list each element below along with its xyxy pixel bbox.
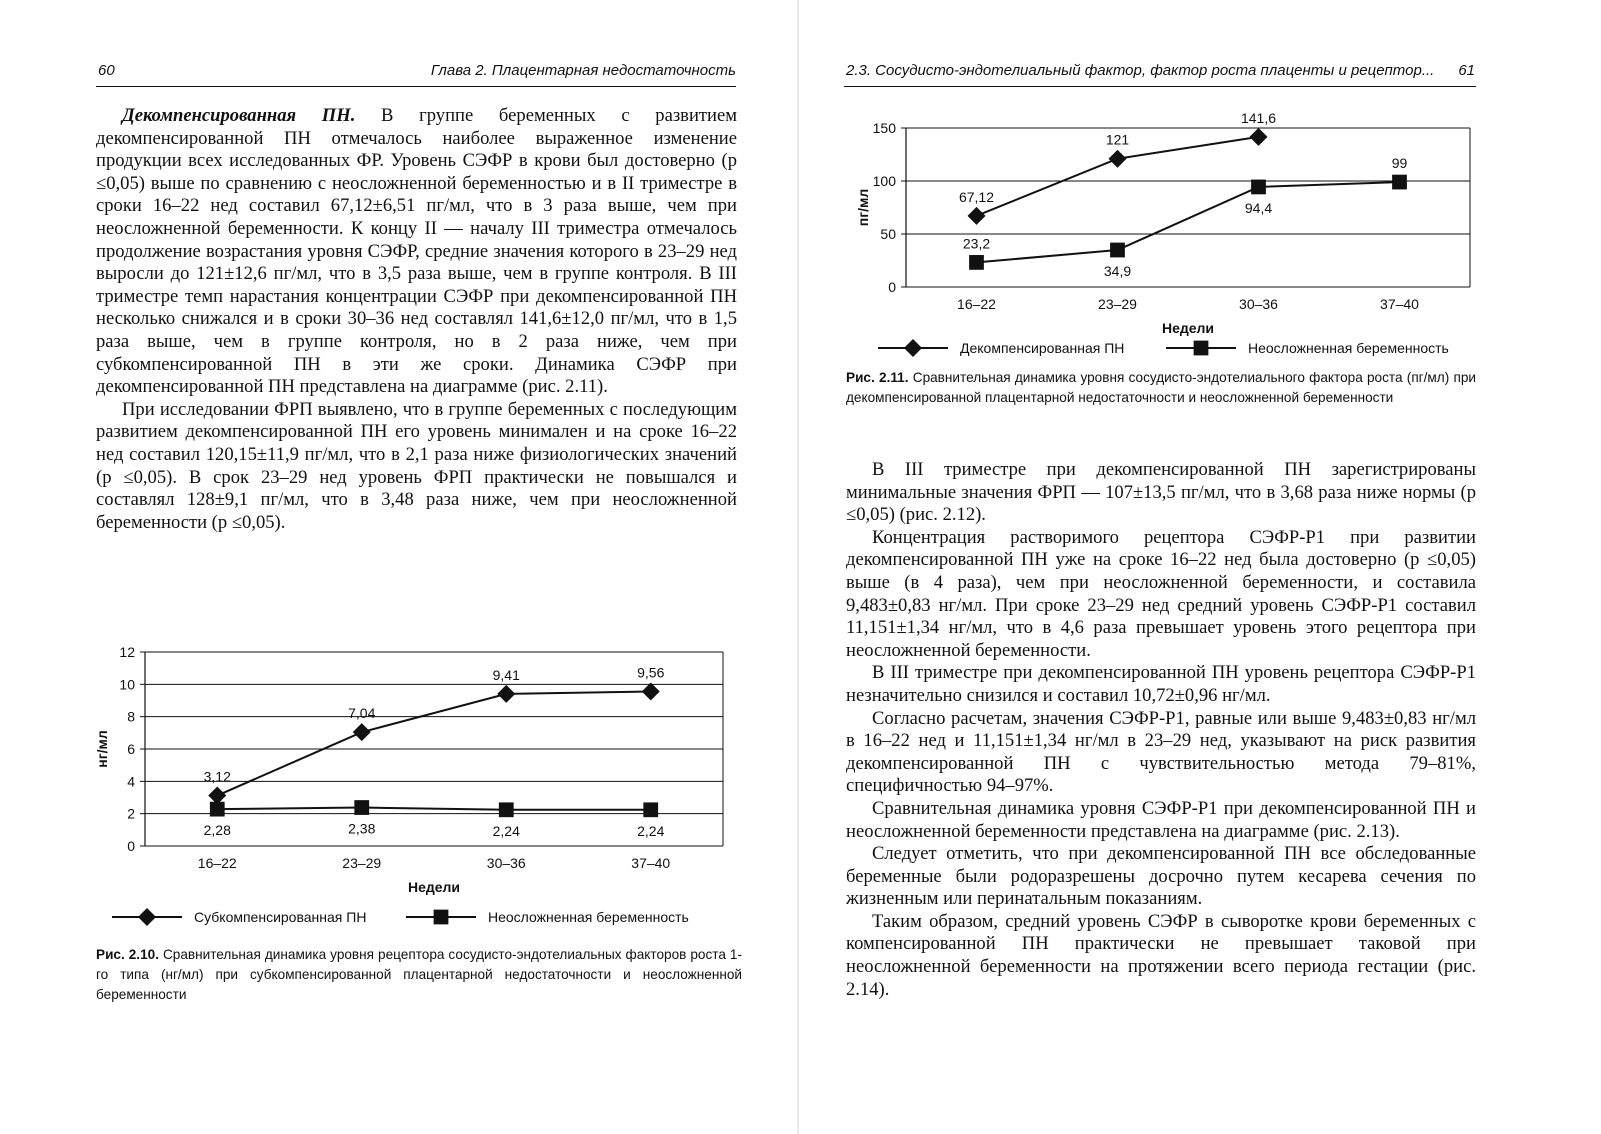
x-tick-label: 16–22 — [957, 296, 996, 312]
x-tick-label: 23–29 — [342, 855, 382, 871]
legend-diamond-marker — [904, 339, 922, 357]
data-label: 121 — [1105, 131, 1130, 148]
paragraph: Концентрация растворимого рецептора СЭФР-Р1 при развитии декомпенсированной ПН уже на сроке 16–22 нед была достоверно (р ≤0,05) выше (в 4 раза), чем при неосложненной беременности, и составила 9,483±0,83 нг/мл. При сроке 23–29 нед средний уровень СЭФР-Р1 составил 11,151±1,34 нг/мл, что в 4,6 раза превышает уровень этого рецептора при неосложненной беременности. — [846, 526, 1476, 661]
caption-number: Рис. 2.11. — [846, 370, 909, 385]
data-label: 2,28 — [203, 822, 231, 839]
series-line — [977, 182, 1400, 262]
legend-square-marker — [434, 910, 449, 925]
data-label: 2,24 — [492, 822, 520, 839]
legend-square-marker — [1194, 341, 1209, 356]
x-tick-label: 30–36 — [486, 855, 526, 871]
paragraph-lead: Декомпенсированная ПН. — [122, 105, 356, 126]
square-marker — [354, 800, 369, 815]
paragraph: Согласно расчетам, значения СЭФР-Р1, равные или выше 9,483±0,83 нг/мл в 16–22 нед и 11,151±1,34 нг/мл в 23–29 нед, указывают на риск развития декомпенсированной ПН с чувствительностью метода 79–81%, специфичностью 94–97%. — [846, 707, 1476, 797]
square-marker — [1110, 243, 1125, 258]
x-tick-label: 37–40 — [631, 855, 671, 871]
y-tick-label: 0 — [888, 279, 896, 295]
data-label: 99 — [1391, 155, 1408, 172]
legend-label: Неосложненная беременность — [488, 909, 689, 925]
y-tick-label: 100 — [872, 173, 896, 189]
series-line — [217, 691, 651, 795]
legend-label: Субкомпенсированная ПН — [194, 909, 367, 925]
running-head: 2.3. Сосудисто-эндотелиальный фактор, фактор роста плаценты и рецептор... — [846, 62, 1435, 79]
page-number: 61 — [1458, 62, 1475, 79]
paragraph — [96, 105, 737, 399]
square-marker — [210, 802, 225, 817]
diamond-marker — [497, 685, 515, 703]
figure-caption — [96, 945, 742, 1005]
y-tick-label: 4 — [127, 773, 135, 790]
data-label: 9,56 — [637, 664, 665, 681]
right-body-text — [846, 459, 1476, 1001]
legend-label: Декомпенсированная ПН — [960, 340, 1125, 356]
diamond-marker — [353, 723, 371, 741]
data-label: 2,38 — [348, 820, 376, 837]
paragraph — [96, 399, 737, 535]
x-tick-label: 16–22 — [197, 855, 237, 871]
y-tick-label: 150 — [872, 120, 896, 136]
y-tick-label: 10 — [119, 676, 135, 693]
paragraph: Таким образом, средний уровень СЭФР в сыворотке крови беременных с компенсированной ПН практически не превышает таковой при неосложненной беременности на протяжении всего периода гестации (рис. 2.14). — [846, 910, 1476, 1000]
header-rule — [844, 86, 1476, 87]
data-label: 7,04 — [348, 705, 376, 722]
square-marker — [1392, 175, 1407, 190]
right-page — [800, 0, 1601, 1134]
y-tick-label: 8 — [127, 708, 135, 725]
running-head: Глава 2. Плацентарная недостаточность — [430, 62, 736, 79]
paragraph: В III триместре при декомпенсированной ПН уровень рецептора СЭФР-Р1 незначительно снизился и составил 10,72±0,96 нг/мл. — [846, 662, 1476, 706]
paragraph: Следует отметить, что при декомпенсированной ПН все обследованные беременные были родоразрешены досрочно путем кесарева сечения по жизненным или перинатальным показаниям. — [846, 843, 1476, 910]
y-tick-label: 12 — [119, 644, 135, 660]
caption-text: Сравнительная динамика уровня сосудисто-эндотелиального фактора роста (пг/мл) при декомпенсированной плацентарной недостаточности и неосложненной беременности — [846, 370, 1476, 405]
square-marker — [499, 802, 514, 817]
data-label: 67,12 — [958, 188, 995, 205]
y-tick-label: 2 — [127, 805, 135, 822]
data-label: 34,9 — [1103, 263, 1132, 280]
diamond-marker — [968, 207, 986, 225]
data-label: 9,41 — [492, 666, 520, 683]
paragraph-text: При исследовании ФРП выявлено, что в группе беременных с последующим развитием декомпенсированной ПН его уровень минимален и на сроке 16–22 нед составил 120,15±11,9 пг/мл, что в 2,1 раза ниже физиологических значений (р ≤0,05). В срок 23–29 нед уровень ФРП практически не повышался и составлял 128±9,1 пг/мл, что в 3,48 раза ниже, чем при неосложненной беременности (р ≤0,05). — [96, 398, 737, 533]
data-label: 3,12 — [203, 768, 231, 785]
x-axis-label: Недели — [1161, 320, 1215, 336]
diamond-marker — [1250, 128, 1268, 146]
legend-label: Неосложненная беременность — [1248, 340, 1449, 356]
chart-fig-2-10 — [90, 636, 750, 936]
series-line — [217, 808, 651, 810]
y-axis-label: нг/мл — [94, 730, 110, 768]
paragraph-text: В группе беременных с развитием декомпенсированной ПН отмечалось наиболее выраженное изменение продукции всех исследованных ФР. Уровень СЭФР в крови был достоверно (р ≤0,05) выше по сравнению с неосложненной беременностью и в II триместре в сроки 16–22 нед составил 67,12±6,51 пг/мл, что в 3 раза выше, чем при неосложненной беременности. К концу II — началу III триместра отмечалось продолжение возрастания уровня СЭФР, средние значения которого в 23–29 нед выросли до 121±12,6 пг/мл, что в 3,5 раза выше, чем в группе контроля. В III триместре темп нарастания концентрации СЭФР при декомпенсированной ПН несколько снижался и в сроки 30–36 нед составлял 141,6±12,0 пг/мл, что в 1,5 раза выше, чем в группе контроля, но в 2 раза ниже, чем при субкомпенсированной ПН в эти же сроки. Динамика СЭФР при декомпенсированной ПН представлена на диаграмме (рис. 2.11). — [96, 105, 737, 398]
paragraph: В III триместре при декомпенсированной ПН зарегистрированы минимальные значения ФРП — 107±13,5 пг/мл, что в 3,68 раза ниже нормы (р ≤0,05) (рис. 2.12). — [846, 459, 1476, 526]
y-tick-label: 6 — [127, 741, 135, 757]
page-gutter — [797, 0, 799, 1134]
header-rule — [96, 86, 736, 87]
chart-fig-2-11 — [830, 100, 1490, 365]
y-axis-label: пг/мл — [855, 188, 871, 227]
x-tick-label: 37–40 — [1380, 296, 1419, 312]
diamond-marker — [1109, 150, 1127, 168]
y-tick-label: 0 — [127, 838, 135, 854]
square-marker — [643, 802, 658, 817]
left-body-text — [96, 105, 737, 534]
data-label: 141,6 — [1240, 109, 1277, 126]
page-number: 60 — [98, 62, 115, 79]
caption-text: Сравнительная динамика уровня рецептора сосудисто-эндотелиальных факторов роста 1-го типа (нг/мл) при субкомпенсированной плацентарной недостаточности и неосложненной беременности — [96, 947, 742, 1002]
x-axis-label: Недели — [407, 879, 461, 895]
x-tick-label: 30–36 — [1239, 296, 1278, 312]
diamond-marker — [642, 682, 660, 700]
legend-diamond-marker — [138, 908, 156, 926]
paragraph: Сравнительная динамика уровня СЭФР-Р1 при декомпенсированной ПН и неосложненной беременности представлена на диаграмме (рис. 2.13). — [846, 797, 1476, 842]
data-label: 23,2 — [962, 235, 991, 252]
data-label: 2,24 — [637, 822, 665, 839]
square-marker — [969, 255, 984, 270]
x-tick-label: 23–29 — [1098, 296, 1137, 312]
series-line — [977, 137, 1259, 216]
data-label: 94,4 — [1244, 199, 1273, 216]
figure-caption — [846, 368, 1476, 408]
caption-number: Рис. 2.10. — [96, 947, 159, 962]
left-page — [0, 0, 790, 1134]
y-tick-label: 50 — [880, 226, 896, 242]
square-marker — [1251, 180, 1266, 195]
